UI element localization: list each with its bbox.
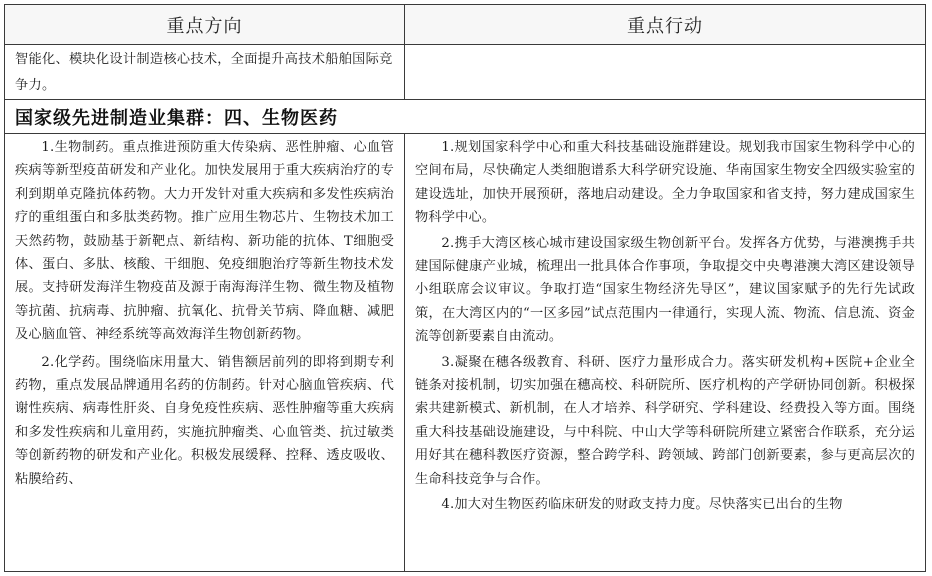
- policy-table: [4, 4, 926, 572]
- action-paragraph: 1.规划国家科学中心和重大科技基础设施群建设。规划我市国家生物科学中心的空间布局，尽快确定人类细胞谱系大科学研究设施、华南国家生物安全四级实验室的建设选址，加快开展预研，落地启动建设。全力争取国家和省支持，努力建成国家生物科学中心。: [415, 140, 915, 226]
- continuation-left-text: 智能化、模块化设计制造核心技术，全面提升高技术船舶国际竞争力。: [5, 45, 405, 99]
- header-key-direction: 重点方向: [5, 5, 405, 44]
- action-paragraph: 4.加大对生物医药临床研发的财政支持力度。尽快落实已出台的生物: [441, 497, 843, 513]
- content-row: [5, 134, 925, 572]
- cluster-title: 国家级先进制造业集群：四、生物医药: [15, 107, 338, 129]
- action-paragraph: 3.凝聚在穗各级教育、科研、医疗力量形成合力。落实研发机构+医院+企业全链条对接机制，切实加强在穗高校、科研院所、医疗机构的产学研协同创新。积极探索共建新模式、新机制，在人才培养、科学研究、学科建设、经费投入等方面。围绕重大科技基础设施建设，与中科院、中山大学等科研院所建立紧密合作联系，充分运用好其在穗科教医疗资源，整合跨学科、跨领域、跨部门创新要素，参与更高层次的生命科技竞争与合作。: [415, 354, 915, 487]
- key-direction-column: [5, 134, 405, 572]
- header-key-action: 重点行动: [627, 15, 703, 37]
- action-paragraph: 2.携手大湾区核心城市建设国家级生物创新平台。发挥各方优势，与港澳携手共建国际健康产业城，梳理出一批具体合作事项，争取提交中央粤港澳大湾区建设领导小组联席会议审议。争取打造“国家生物经济先导区”，建议国家赋予的先行先试政策，在大湾区内的“一区多园”试点范围内一律通行，实现人流、物流、信息流、资金流等创新要素自由流动。: [415, 235, 915, 345]
- key-action-column: [405, 134, 925, 572]
- direction-paragraph: 2.化学药。围绕临床用量大、销售额居前列的即将到期专利药物，重点发展品牌通用名药的仿制药。针对心脑血管疾病、代谢性疾病、病毒性肝炎、自身免疫性疾病、恶性肿瘤等重大疾病和多发性疾病和儿童用药，实施抗肿瘤类、心血管类、抗过敏类等创新药物的研发和产业化。积极发展缓释、控释、透皮吸收、粘膜给药、: [15, 354, 394, 487]
- table-header-row: [5, 5, 925, 45]
- continuation-right-text: [405, 45, 925, 99]
- cluster-title-row: [5, 100, 925, 134]
- continuation-row: [5, 45, 925, 100]
- direction-paragraph: 1.生物制药。重点推进预防重大传染病、恶性肿瘤、心血管疾病等新型疫苗研发和产业化。加快发展用于重大疾病治疗的专利到期单克隆抗体药物。大力开发针对重大疾病和多发性疾病治疗的重组蛋白和多肽类药物。推广应用生物芯片、生物技术加工天然药物，鼓励基于新靶点、新结构、新功能的抗体、T细胞受体、蛋白、多肽、核酸、干细胞、免疫细胞治疗等新生物技术发展。支持研发海洋生物疫苗及源于南海海洋生物、微生物及植物等抗菌、抗病毒、抗肿瘤、抗氧化、抗骨关节病、降血糖、减肥及心脑血管、神经系统等高效海洋生物创新药物。: [15, 140, 394, 343]
